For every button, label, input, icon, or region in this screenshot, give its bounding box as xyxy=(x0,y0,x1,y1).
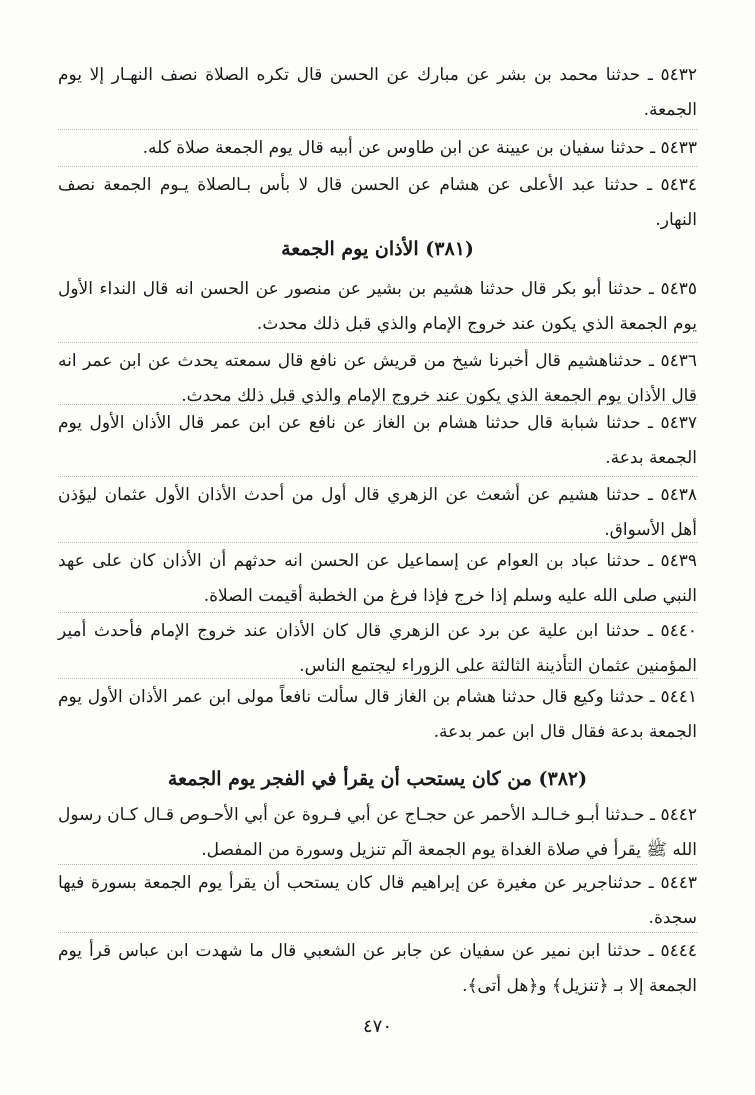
hadith-entry-5433: ٥٤٣٣ ـ حدثنا سفيان بن عيينة عن ابن طاوس عن أبيه قال يوم الجمعة صلاة كله. xyxy=(142,138,697,158)
entry-separator xyxy=(58,129,697,130)
hadith-entry-5435: ٥٤٣٥ ـ حدثنا أبو بكر قال حدثنا هشيم بن بشير عن منصور عن الحسن انه قال النداء الأول يوم الجمعة الذي يكون عند خروج الإمام والذي قبل ذلك محدث. xyxy=(58,279,697,334)
entry-separator xyxy=(58,612,697,613)
hadith-entry-5440: ٥٤٤٠ ـ حدثنا ابن علية عن برد عن الزهري قال كان الأذان عند خروج الإمام فأحدث أمير المؤمنين عثمان التأذينة الثالثة على الزوراء ليجتمع الناس. xyxy=(58,621,697,676)
entry-separator xyxy=(58,932,697,933)
hadith-entry-5439: ٥٤٣٩ ـ حدثنا عباد بن العوام عن إسماعيل عن الحسن انه حدثهم أن الأذان كان على عهد النبي صلى الله عليه وسلم إذا خرج فإذا فرغ من الخطبة أقيمت الصلاة. xyxy=(58,551,697,606)
entry-separator xyxy=(58,404,697,405)
hadith-entry-5432: ٥٤٣٢ ـ حدثنا محمد بن بشر عن مبارك عن الحسن قال تكره الصلاة نصف النهـار إلا يوم الجمعة. xyxy=(58,65,697,120)
entry-separator xyxy=(58,166,697,167)
hadith-entry-5444: ٥٤٤٤ ـ حدثنا ابن نمير عن سفيان عن جابر عن الشعبي قال ما شهدت ابن عباس قرأ يوم الجمعة إلا بـ ﴿تنزيل﴾ و﴿هل أتى﴾. xyxy=(58,941,697,996)
entry-separator xyxy=(58,342,697,343)
entry-separator xyxy=(58,864,697,865)
hadith-entry-5441: ٥٤٤١ ـ حدثنا وكيع قال حدثنا هشام بن الغاز قال سألت نافعاً مولى ابن عمر الأذان الأول يوم الجمعة بدعة فقال قال ابن عمر بدعة. xyxy=(58,687,697,742)
page-number: ٤٧٠ xyxy=(362,1016,392,1037)
entry-separator xyxy=(58,678,697,679)
entry-separator xyxy=(58,542,697,543)
hadith-entry-5437: ٥٤٣٧ ـ حدثنا شبابة قال حدثنا هشام بن الغاز عن نافع عن ابن عمر قال الأذان الأول يوم الجمعة بدعة. xyxy=(58,413,697,468)
chapter-heading-381: (٣٨١) الأذان يوم الجمعة xyxy=(281,238,474,260)
hadith-entry-5438: ٥٤٣٨ ـ حدثنا هشيم عن أشعث عن الزهري قال أول من أحدث الأذان الأول عثمان ليؤذن أهل الأسواق. xyxy=(58,485,697,540)
entry-separator xyxy=(58,476,697,477)
chapter-heading-382: (٣٨٢) من كان يستحب أن يقرأ في الفجر يوم الجمعة xyxy=(167,768,588,790)
hadith-entry-5442: ٥٤٤٢ ـ حـدثنا أبـو خـالـد الأحمر عن حجـاج عن أبي فـروة عن أبي الأحـوص قـال كـان رسول الله ﷺ يقرأ في صلاة الغداة يوم الجمعة الٓم تنزيل وسورة من المفصل. xyxy=(58,805,697,860)
hadith-entry-5443: ٥٤٤٣ ـ حدثناجرير عن مغيرة عن إبراهيم قال كان يستحب أن يقرأ يوم الجمعة بسورة فيها سجدة. xyxy=(58,873,697,928)
hadith-entry-5434: ٥٤٣٤ ـ حدثنا عبد الأعلى عن هشام عن الحسن قال لا بأس بـالصلاة يـوم الجمعة نصف النهار. xyxy=(58,175,697,230)
hadith-entry-5436: ٥٤٣٦ ـ حدثناهشيم قال أخبرنا شيخ من قريش عن نافع قال سمعته يحدث عن ابن عمر انه قال الأذان يوم الجمعة الذي يكون عند خروج الإمام والذي قبل ذلك محدث. xyxy=(58,351,697,406)
